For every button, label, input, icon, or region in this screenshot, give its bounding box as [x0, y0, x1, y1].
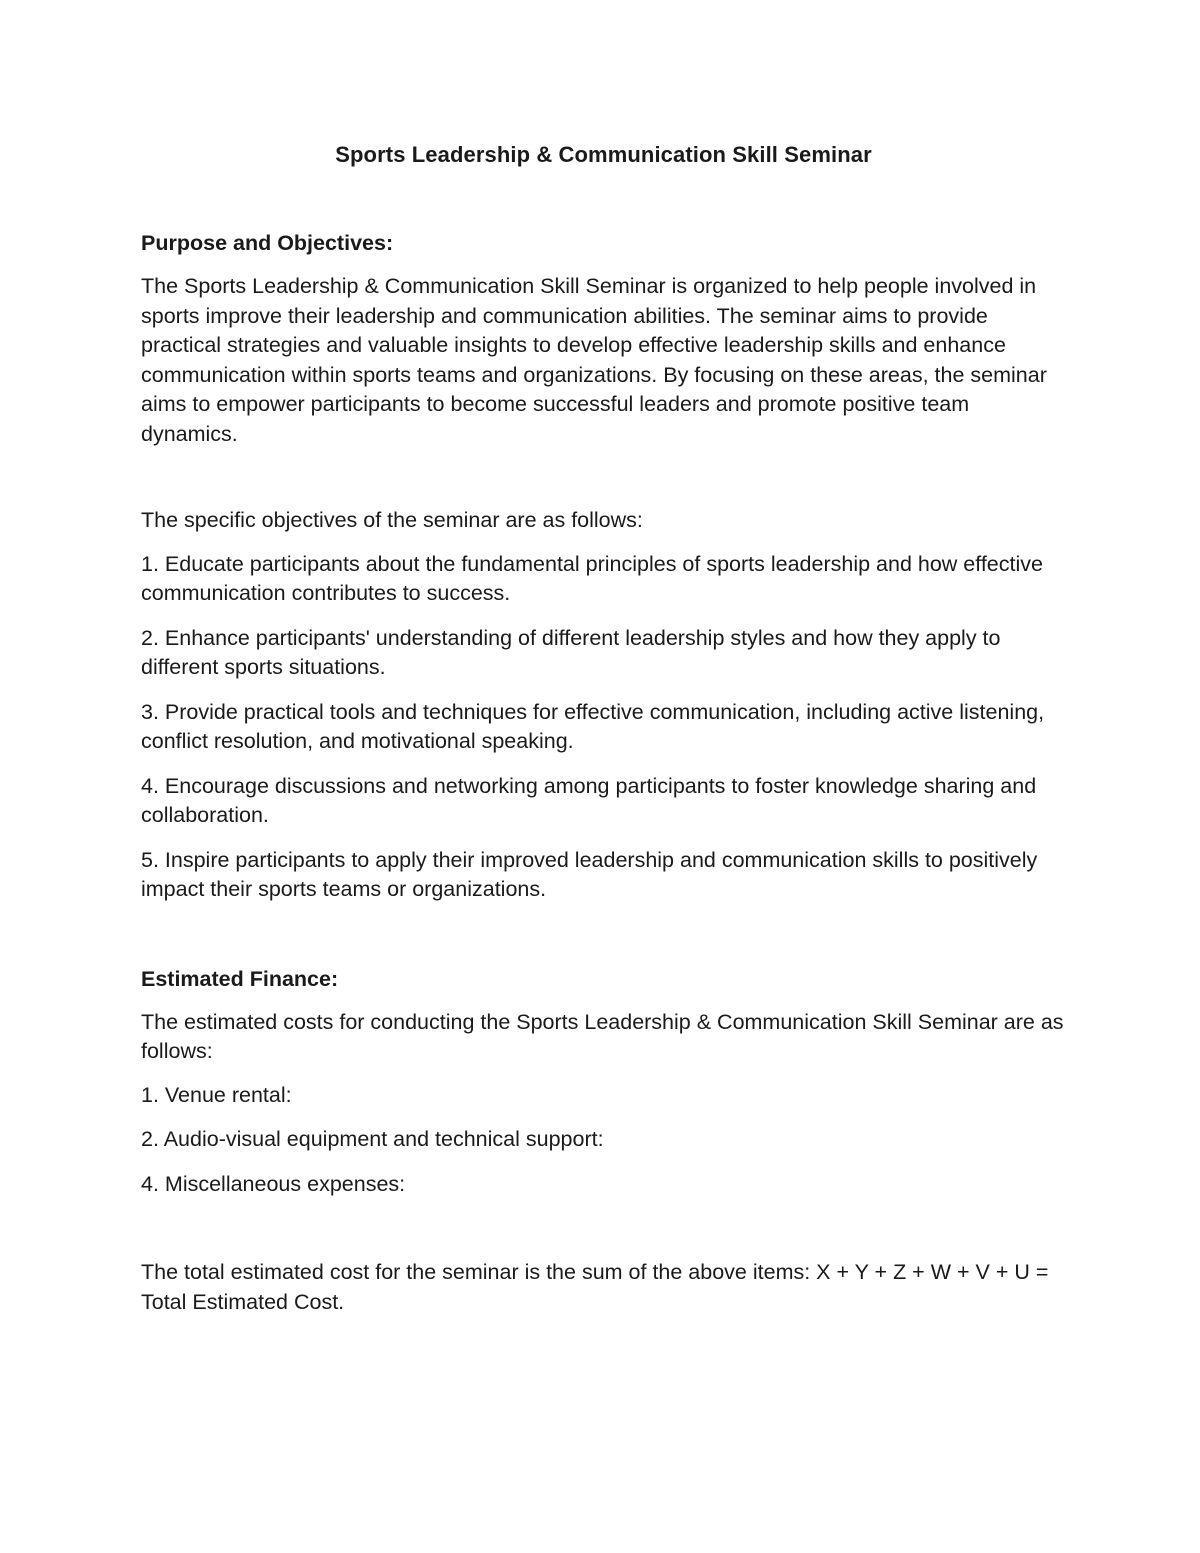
finance-item: 2. Audio-visual equipment and technical support:	[141, 1127, 604, 1151]
document-page	[141, 140, 1066, 1331]
spacer	[141, 1214, 1066, 1258]
spacer	[141, 920, 1066, 964]
objective-item: 2. Enhance participants' understanding of different leadership styles and how they apply to different sports situations.	[141, 625, 1001, 679]
objectives-intro: The specific objectives of the seminar are as follows:	[141, 508, 643, 532]
total-cost-statement: The total estimated cost for the seminar is the sum of the above items: X + Y + Z + W + V + U = Total Estimated Cost.	[141, 1260, 1049, 1314]
finance-item: 1. Venue rental:	[141, 1082, 292, 1107]
objective-item: 4. Encourage discussions and networking among participants to foster knowledge sharing and collaboration.	[141, 773, 1037, 827]
purpose-heading: Purpose and Objectives:	[141, 231, 394, 255]
objectives-list	[141, 550, 1066, 905]
finance-list	[141, 1081, 1066, 1200]
finance-intro: The estimated costs for conducting the Sports Leadership & Communication Skill Seminar are as follows:	[141, 1009, 1064, 1063]
document-title: Sports Leadership & Communication Skill Seminar	[335, 142, 872, 167]
finance-heading: Estimated Finance:	[141, 966, 339, 991]
spacer	[141, 463, 1066, 506]
objective-item: 3. Provide practical tools and techniques for effective communication, including active listening, conflict resolution, and motivational speaking.	[141, 699, 1045, 753]
finance-item: 4. Miscellaneous expenses:	[141, 1171, 406, 1196]
objective-item: 5. Inspire participants to apply their improved leadership and communication skills to positively impact their sports teams or organizations.	[141, 847, 1038, 901]
objective-item: 1. Educate participants about the fundamental principles of sports leadership and how effective communication contributes to success.	[141, 551, 1043, 605]
purpose-intro: The Sports Leadership & Communication Skill Seminar is organized to help people involved in sports improve their leadership and communication abilities. The seminar aims to provide practical strategies and valuable insights to develop effective leadership skills and enhance communication within sports teams and organizations. By focusing on these areas, the seminar aims to empower participants to become successful leaders and promote positive team dynamics.	[141, 274, 1047, 446]
